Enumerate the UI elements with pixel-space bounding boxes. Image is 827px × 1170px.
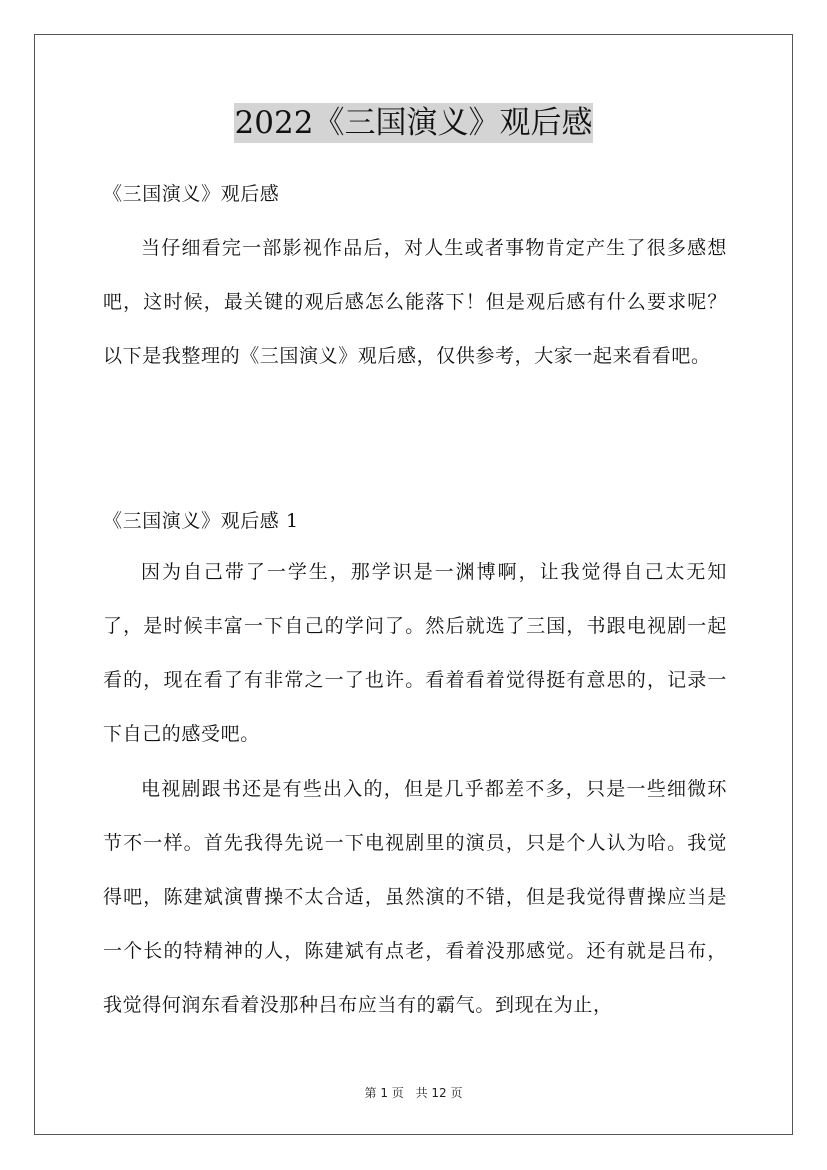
page-number: 第 1 页 xyxy=(364,1086,404,1100)
intro-heading: 《三国演义》观后感 xyxy=(103,183,280,205)
document-title: 2022《三国演义》观后感 xyxy=(234,105,593,141)
total-pages: 共 12 页 xyxy=(415,1086,463,1100)
intro-paragraph: 当仔细看完一部影视作品后，对人生或者事物肯定产生了很多感想吧，这时候，最关键的观后感怎么能落下！但是观后感有什么要求呢？以下是我整理的《三国演义》观后感，仅供参考，大家一起来看看吧。 xyxy=(103,237,727,367)
page-footer xyxy=(0,1084,827,1101)
body-paragraph: 因为自己带了一学生，那学识是一渊博啊，让我觉得自己太无知了，是时候丰富一下自己的学问了。然后就选了三国，书跟电视剧一起看的，现在看了有非常之一了也许。看着看着觉得挺有意思的，记录一下自己的感受吧。 xyxy=(103,561,727,745)
title-container xyxy=(0,103,827,143)
section-heading: 《三国演义》观后感 1 xyxy=(103,510,299,532)
body-paragraph: 电视剧跟书还是有些出入的，但是几乎都差不多，只是一些细微环节不一样。首先我得先说一下电视剧里的演员，只是个人认为哈。我觉得吧，陈建斌演曹操不太合适，虽然演的不错，但是我觉得曹操应当是一个长的特精神的人，陈建斌有点老，看着没那感觉。还有就是吕布，我觉得何润东看着没那种吕布应当有的霸气。到现在为止， xyxy=(103,778,727,1016)
